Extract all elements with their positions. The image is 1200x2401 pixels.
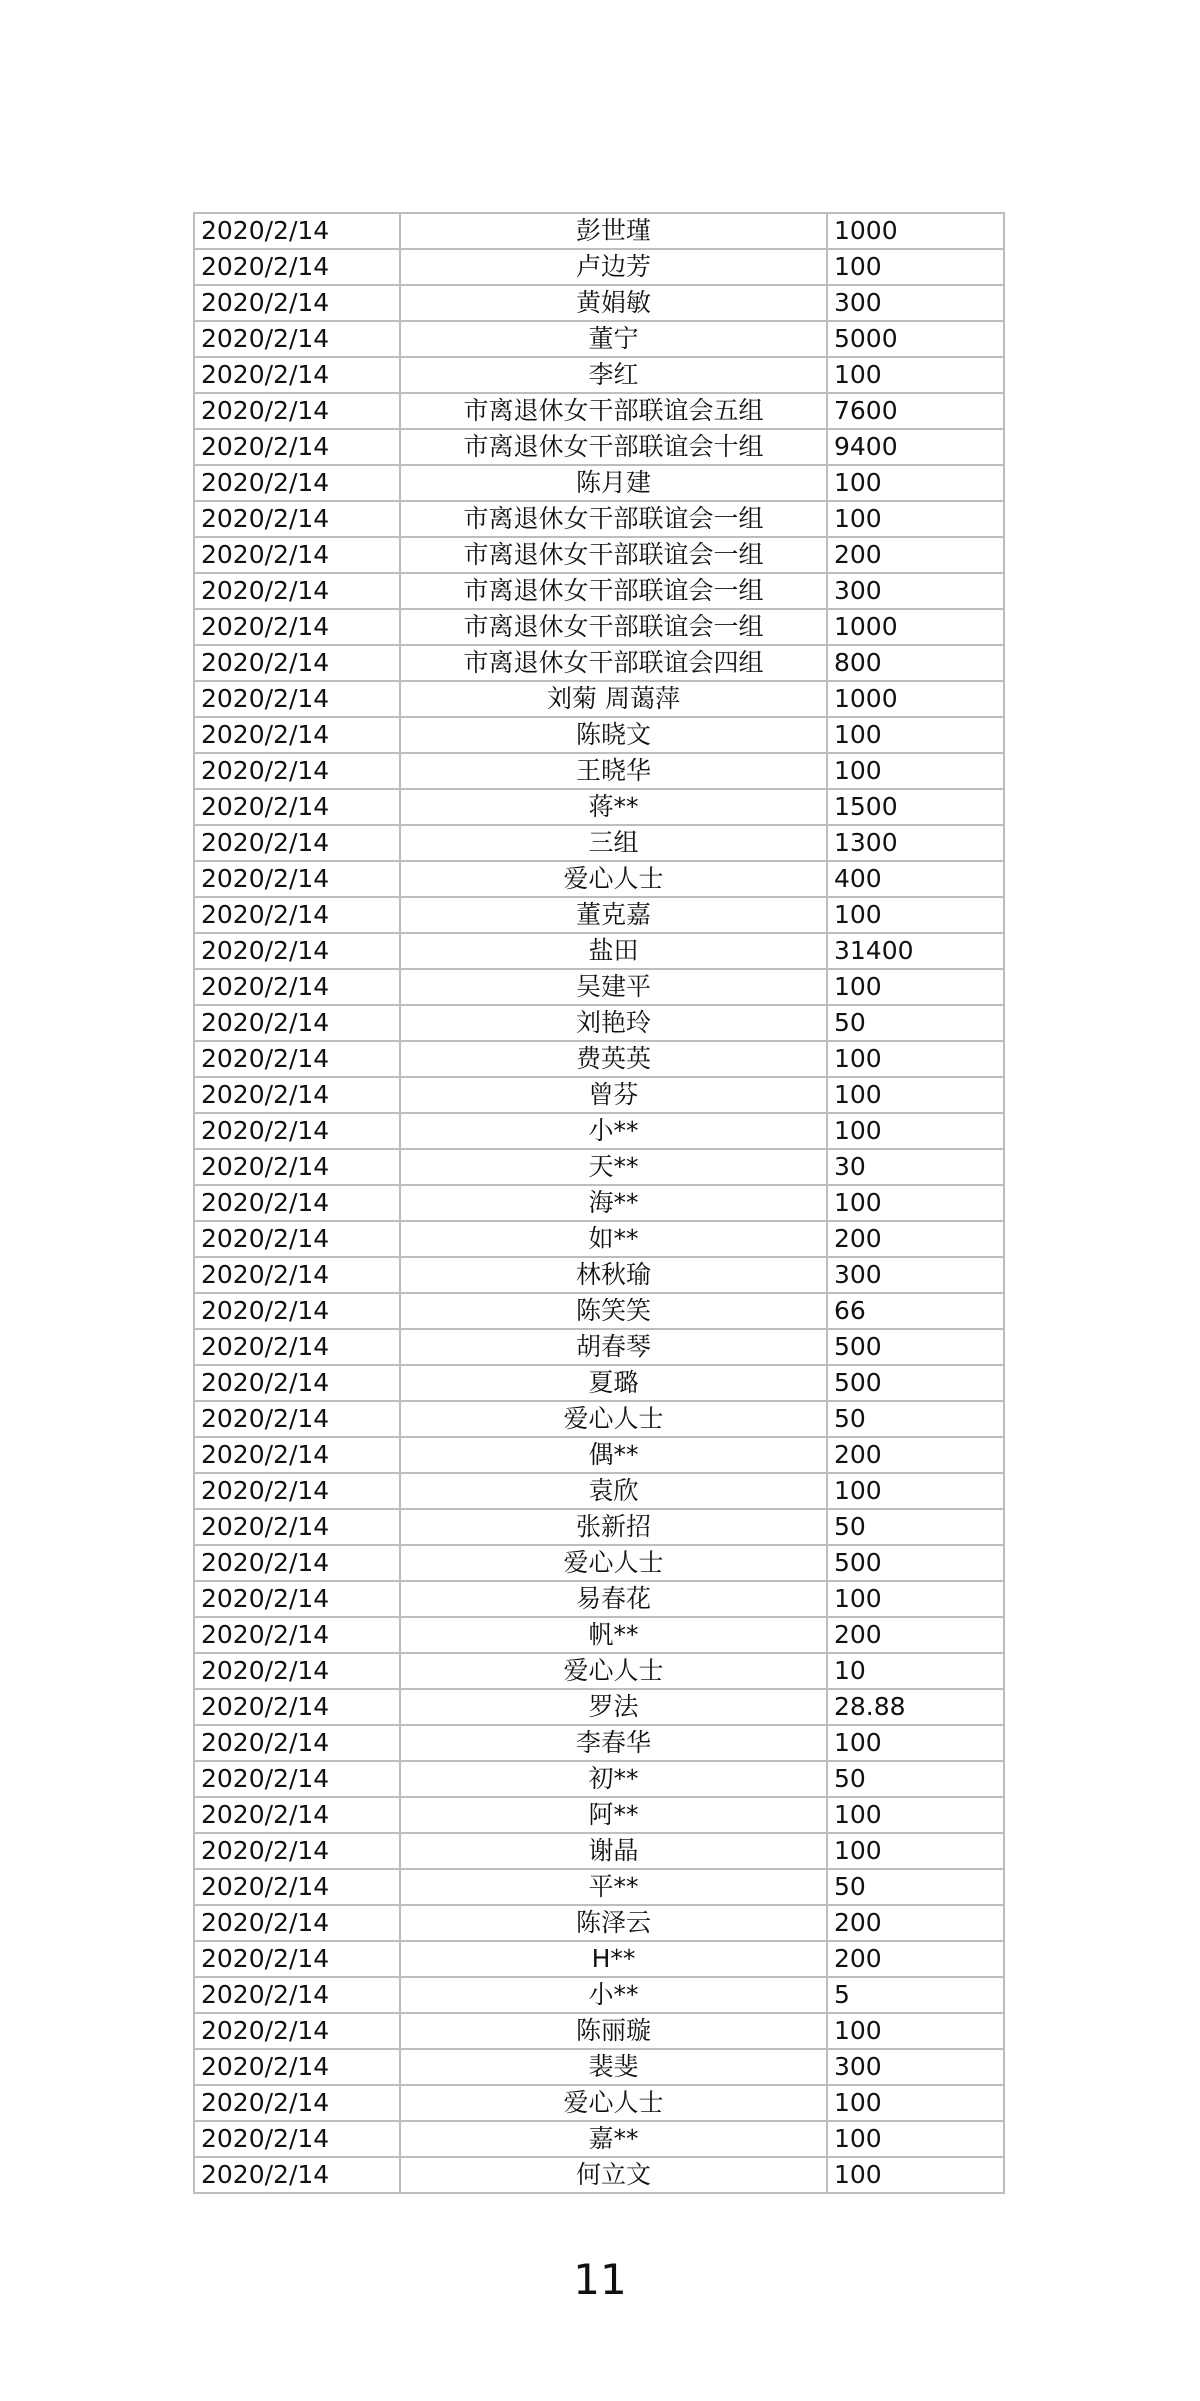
- donor-name-cell: 天**: [400, 1149, 827, 1185]
- date-cell: 2020/2/14: [194, 1797, 400, 1833]
- donor-name-cell: 陈月建: [400, 465, 827, 501]
- amount-cell: 30: [827, 1149, 1004, 1185]
- table-row: [194, 2085, 1004, 2121]
- table-row: [194, 1761, 1004, 1797]
- donor-name-cell: 小**: [400, 1977, 827, 2013]
- donor-name-cell: 嘉**: [400, 2121, 827, 2157]
- table-row: [194, 1257, 1004, 1293]
- date-cell: 2020/2/14: [194, 1185, 400, 1221]
- amount-cell: 100: [827, 753, 1004, 789]
- table-row: [194, 1725, 1004, 1761]
- table-row: [194, 537, 1004, 573]
- table-row: [194, 717, 1004, 753]
- donor-name-cell: 海**: [400, 1185, 827, 1221]
- amount-cell: 100: [827, 501, 1004, 537]
- table-row: [194, 321, 1004, 357]
- donation-table-body: [194, 213, 1004, 2193]
- table-row: [194, 861, 1004, 897]
- table-row: [194, 1653, 1004, 1689]
- amount-cell: 28.88: [827, 1689, 1004, 1725]
- date-cell: 2020/2/14: [194, 1257, 400, 1293]
- donor-name-cell: 爱心人士: [400, 1545, 827, 1581]
- amount-cell: 400: [827, 861, 1004, 897]
- amount-cell: 100: [827, 2013, 1004, 2049]
- donor-name-cell: 市离退休女干部联谊会五组: [400, 393, 827, 429]
- table-row: [194, 2049, 1004, 2085]
- donor-name-cell: 市离退休女干部联谊会一组: [400, 537, 827, 573]
- amount-cell: 800: [827, 645, 1004, 681]
- table-row: [194, 249, 1004, 285]
- amount-cell: 100: [827, 1473, 1004, 1509]
- amount-cell: 100: [827, 1113, 1004, 1149]
- date-cell: 2020/2/14: [194, 897, 400, 933]
- date-cell: 2020/2/14: [194, 1905, 400, 1941]
- donor-name-cell: 王晓华: [400, 753, 827, 789]
- donor-name-cell: 黄娟敏: [400, 285, 827, 321]
- date-cell: 2020/2/14: [194, 2121, 400, 2157]
- table-row: [194, 357, 1004, 393]
- amount-cell: 100: [827, 2121, 1004, 2157]
- table-row: [194, 1689, 1004, 1725]
- table-row: [194, 825, 1004, 861]
- donor-name-cell: 如**: [400, 1221, 827, 1257]
- date-cell: 2020/2/14: [194, 753, 400, 789]
- table-row: [194, 1329, 1004, 1365]
- donor-name-cell: 陈晓文: [400, 717, 827, 753]
- donor-name-cell: 市离退休女干部联谊会一组: [400, 573, 827, 609]
- amount-cell: 66: [827, 1293, 1004, 1329]
- donor-name-cell: 蒋**: [400, 789, 827, 825]
- table-row: [194, 1041, 1004, 1077]
- table-row: [194, 573, 1004, 609]
- table-row: [194, 1617, 1004, 1653]
- date-cell: 2020/2/14: [194, 465, 400, 501]
- table-row: [194, 2157, 1004, 2193]
- table-row: [194, 1437, 1004, 1473]
- amount-cell: 300: [827, 573, 1004, 609]
- amount-cell: 50: [827, 1509, 1004, 1545]
- amount-cell: 1000: [827, 681, 1004, 717]
- amount-cell: 200: [827, 1221, 1004, 1257]
- amount-cell: 500: [827, 1329, 1004, 1365]
- donor-name-cell: 曾芬: [400, 1077, 827, 1113]
- donor-name-cell: 陈泽云: [400, 1905, 827, 1941]
- donor-name-cell: 陈丽璇: [400, 2013, 827, 2049]
- date-cell: 2020/2/14: [194, 1545, 400, 1581]
- amount-cell: 1300: [827, 825, 1004, 861]
- donor-name-cell: 裴斐: [400, 2049, 827, 2085]
- date-cell: 2020/2/14: [194, 1617, 400, 1653]
- donor-name-cell: 吴建平: [400, 969, 827, 1005]
- donation-table: [193, 212, 1005, 2194]
- amount-cell: 100: [827, 1185, 1004, 1221]
- donor-name-cell: 夏璐: [400, 1365, 827, 1401]
- date-cell: 2020/2/14: [194, 249, 400, 285]
- donor-name-cell: 李红: [400, 357, 827, 393]
- amount-cell: 5000: [827, 321, 1004, 357]
- table-row: [194, 1833, 1004, 1869]
- amount-cell: 100: [827, 717, 1004, 753]
- date-cell: 2020/2/14: [194, 717, 400, 753]
- donor-name-cell: 爱心人士: [400, 2085, 827, 2121]
- donor-name-cell: 董宁: [400, 321, 827, 357]
- table-row: [194, 933, 1004, 969]
- date-cell: 2020/2/14: [194, 1689, 400, 1725]
- table-row: [194, 465, 1004, 501]
- donor-name-cell: 张新招: [400, 1509, 827, 1545]
- table-row: [194, 2121, 1004, 2157]
- amount-cell: 9400: [827, 429, 1004, 465]
- date-cell: 2020/2/14: [194, 1437, 400, 1473]
- date-cell: 2020/2/14: [194, 933, 400, 969]
- amount-cell: 100: [827, 2157, 1004, 2193]
- donor-name-cell: 盐田: [400, 933, 827, 969]
- date-cell: 2020/2/14: [194, 2157, 400, 2193]
- donor-name-cell: 小**: [400, 1113, 827, 1149]
- donor-name-cell: H**: [400, 1941, 827, 1977]
- table-row: [194, 1293, 1004, 1329]
- amount-cell: 100: [827, 249, 1004, 285]
- amount-cell: 10: [827, 1653, 1004, 1689]
- donor-name-cell: 袁欣: [400, 1473, 827, 1509]
- date-cell: 2020/2/14: [194, 2049, 400, 2085]
- amount-cell: 100: [827, 1581, 1004, 1617]
- amount-cell: 100: [827, 357, 1004, 393]
- date-cell: 2020/2/14: [194, 573, 400, 609]
- date-cell: 2020/2/14: [194, 1149, 400, 1185]
- date-cell: 2020/2/14: [194, 1005, 400, 1041]
- donor-name-cell: 市离退休女干部联谊会一组: [400, 501, 827, 537]
- table-row: [194, 1869, 1004, 1905]
- amount-cell: 100: [827, 1833, 1004, 1869]
- table-row: [194, 1941, 1004, 1977]
- amount-cell: 1000: [827, 609, 1004, 645]
- date-cell: 2020/2/14: [194, 1329, 400, 1365]
- date-cell: 2020/2/14: [194, 1077, 400, 1113]
- table-row: [194, 2013, 1004, 2049]
- amount-cell: 50: [827, 1869, 1004, 1905]
- amount-cell: 7600: [827, 393, 1004, 429]
- table-row: [194, 1473, 1004, 1509]
- table-row: [194, 213, 1004, 249]
- donor-name-cell: 市离退休女干部联谊会四组: [400, 645, 827, 681]
- date-cell: 2020/2/14: [194, 1725, 400, 1761]
- donor-name-cell: 费英英: [400, 1041, 827, 1077]
- table-row: [194, 429, 1004, 465]
- donor-name-cell: 林秋瑜: [400, 1257, 827, 1293]
- amount-cell: 1000: [827, 213, 1004, 249]
- amount-cell: 200: [827, 1941, 1004, 1977]
- table-row: [194, 1797, 1004, 1833]
- amount-cell: 300: [827, 285, 1004, 321]
- table-row: [194, 1401, 1004, 1437]
- date-cell: 2020/2/14: [194, 1977, 400, 2013]
- date-cell: 2020/2/14: [194, 501, 400, 537]
- amount-cell: 100: [827, 1725, 1004, 1761]
- date-cell: 2020/2/14: [194, 609, 400, 645]
- amount-cell: 31400: [827, 933, 1004, 969]
- amount-cell: 200: [827, 1617, 1004, 1653]
- amount-cell: 50: [827, 1005, 1004, 1041]
- donor-name-cell: 胡春琴: [400, 1329, 827, 1365]
- amount-cell: 50: [827, 1761, 1004, 1797]
- date-cell: 2020/2/14: [194, 429, 400, 465]
- date-cell: 2020/2/14: [194, 969, 400, 1005]
- table-row: [194, 501, 1004, 537]
- table-row: [194, 789, 1004, 825]
- date-cell: 2020/2/14: [194, 1401, 400, 1437]
- table-row: [194, 1005, 1004, 1041]
- amount-cell: 1500: [827, 789, 1004, 825]
- date-cell: 2020/2/14: [194, 789, 400, 825]
- donor-name-cell: 市离退休女干部联谊会一组: [400, 609, 827, 645]
- date-cell: 2020/2/14: [194, 1761, 400, 1797]
- table-row: [194, 897, 1004, 933]
- amount-cell: 100: [827, 2085, 1004, 2121]
- table-row: [194, 645, 1004, 681]
- amount-cell: 500: [827, 1545, 1004, 1581]
- table-row: [194, 1221, 1004, 1257]
- table-row: [194, 1365, 1004, 1401]
- date-cell: 2020/2/14: [194, 1221, 400, 1257]
- table-row: [194, 285, 1004, 321]
- date-cell: 2020/2/14: [194, 1473, 400, 1509]
- donor-name-cell: 爱心人士: [400, 1401, 827, 1437]
- date-cell: 2020/2/14: [194, 213, 400, 249]
- donor-name-cell: 李春华: [400, 1725, 827, 1761]
- date-cell: 2020/2/14: [194, 1869, 400, 1905]
- date-cell: 2020/2/14: [194, 1653, 400, 1689]
- date-cell: 2020/2/14: [194, 393, 400, 429]
- donor-name-cell: 董克嘉: [400, 897, 827, 933]
- amount-cell: 5: [827, 1977, 1004, 2013]
- date-cell: 2020/2/14: [194, 1941, 400, 1977]
- donor-name-cell: 刘艳玲: [400, 1005, 827, 1041]
- date-cell: 2020/2/14: [194, 2085, 400, 2121]
- donor-name-cell: 初**: [400, 1761, 827, 1797]
- date-cell: 2020/2/14: [194, 1833, 400, 1869]
- page-number: 11: [573, 2255, 627, 2304]
- amount-cell: 100: [827, 897, 1004, 933]
- amount-cell: 100: [827, 969, 1004, 1005]
- amount-cell: 300: [827, 1257, 1004, 1293]
- table-row: [194, 753, 1004, 789]
- donor-name-cell: 谢晶: [400, 1833, 827, 1869]
- date-cell: 2020/2/14: [194, 1581, 400, 1617]
- donor-name-cell: 三组: [400, 825, 827, 861]
- date-cell: 2020/2/14: [194, 681, 400, 717]
- table-row: [194, 1185, 1004, 1221]
- donor-name-cell: 卢边芳: [400, 249, 827, 285]
- date-cell: 2020/2/14: [194, 825, 400, 861]
- table-row: [194, 1113, 1004, 1149]
- table-row: [194, 609, 1004, 645]
- donor-name-cell: 陈笑笑: [400, 1293, 827, 1329]
- date-cell: 2020/2/14: [194, 2013, 400, 2049]
- donor-name-cell: 帆**: [400, 1617, 827, 1653]
- donor-name-cell: 何立文: [400, 2157, 827, 2193]
- donor-name-cell: 易春花: [400, 1581, 827, 1617]
- date-cell: 2020/2/14: [194, 861, 400, 897]
- date-cell: 2020/2/14: [194, 285, 400, 321]
- amount-cell: 300: [827, 2049, 1004, 2085]
- date-cell: 2020/2/14: [194, 1509, 400, 1545]
- date-cell: 2020/2/14: [194, 357, 400, 393]
- donor-name-cell: 阿**: [400, 1797, 827, 1833]
- donor-name-cell: 偶**: [400, 1437, 827, 1473]
- amount-cell: 200: [827, 1437, 1004, 1473]
- donor-name-cell: 平**: [400, 1869, 827, 1905]
- table-row: [194, 1077, 1004, 1113]
- date-cell: 2020/2/14: [194, 537, 400, 573]
- donor-name-cell: 彭世瑾: [400, 213, 827, 249]
- date-cell: 2020/2/14: [194, 645, 400, 681]
- amount-cell: 50: [827, 1401, 1004, 1437]
- donor-name-cell: 刘菊 周蔼萍: [400, 681, 827, 717]
- donor-name-cell: 罗法: [400, 1689, 827, 1725]
- table-row: [194, 1509, 1004, 1545]
- date-cell: 2020/2/14: [194, 1113, 400, 1149]
- amount-cell: 100: [827, 465, 1004, 501]
- date-cell: 2020/2/14: [194, 1293, 400, 1329]
- donor-name-cell: 爱心人士: [400, 861, 827, 897]
- amount-cell: 500: [827, 1365, 1004, 1401]
- donor-name-cell: 市离退休女干部联谊会十组: [400, 429, 827, 465]
- table-row: [194, 1905, 1004, 1941]
- table-row: [194, 393, 1004, 429]
- date-cell: 2020/2/14: [194, 1041, 400, 1077]
- table-row: [194, 1545, 1004, 1581]
- date-cell: 2020/2/14: [194, 1365, 400, 1401]
- amount-cell: 200: [827, 1905, 1004, 1941]
- amount-cell: 200: [827, 537, 1004, 573]
- amount-cell: 100: [827, 1041, 1004, 1077]
- table-row: [194, 681, 1004, 717]
- table-row: [194, 1149, 1004, 1185]
- amount-cell: 100: [827, 1077, 1004, 1113]
- donor-name-cell: 爱心人士: [400, 1653, 827, 1689]
- date-cell: 2020/2/14: [194, 321, 400, 357]
- amount-cell: 100: [827, 1797, 1004, 1833]
- table-row: [194, 969, 1004, 1005]
- table-row: [194, 1977, 1004, 2013]
- table-row: [194, 1581, 1004, 1617]
